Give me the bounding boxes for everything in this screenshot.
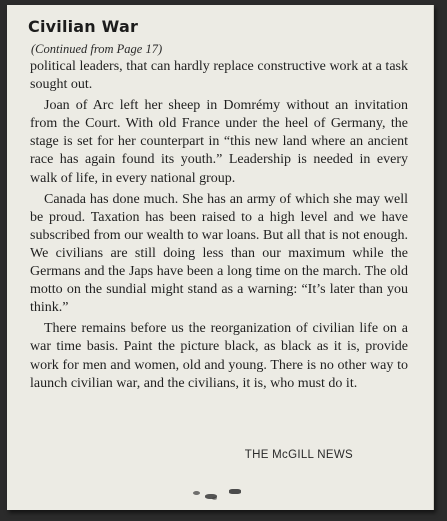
paragraph-1: political leaders, that can hardly replace constructive work at a task sought out. bbox=[30, 59, 408, 93]
paragraph-4: There remains before us the reorganization of civilian life on a war time basis. Paint the picture black, as black as it is, provide work for men and women, old and young. There is no other way to launch civilian war, and the civilians, it is, who must do it. bbox=[30, 321, 408, 391]
article-body bbox=[30, 58, 408, 393]
article-title: Civilian War bbox=[28, 17, 139, 36]
paper-blemish bbox=[193, 491, 200, 495]
paragraph-3: Canada has done much. She has an army of which she may well be proud. Taxation has been raised to a high level and we have subscribed from our wealth to war loans. But all that is not enough. We civilians are still doing less than our maximum while the Germans and the Japs have been a long time on the march. The old motto on the sundial might stand as a warning: “It’s later than you think.” bbox=[30, 191, 408, 316]
paper-blemish bbox=[212, 497, 217, 500]
paper-blemish bbox=[229, 489, 241, 494]
source-credit: THE McGILL NEWS bbox=[244, 449, 353, 461]
continued-note: (Continued from Page 17) bbox=[31, 42, 163, 56]
newspaper-clipping bbox=[7, 5, 434, 510]
paragraph-2: Joan of Arc left her sheep in Domrémy without an invitation from the Court. With old France under the heel of Germany, the stage is set for her counterpart in “this new land where an ancient race has again found its youth.” Leadership is needed in every walk of life, in every national group. bbox=[30, 98, 408, 186]
